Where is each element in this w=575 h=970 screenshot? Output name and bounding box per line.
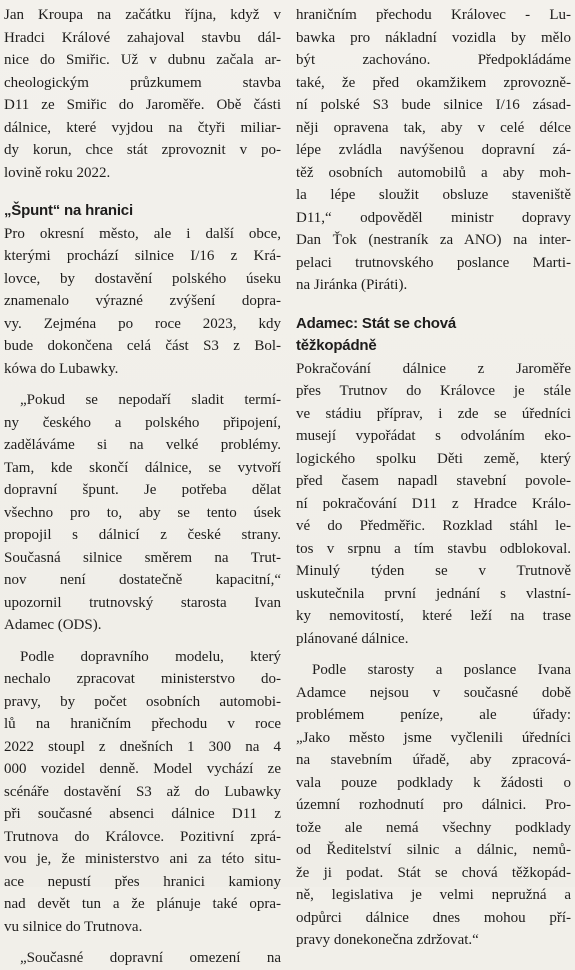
article-text-line: odpůrci dálnice dnes mohou pří- xyxy=(296,909,571,926)
article-text-line: vou je, že ministerstvo ani za této situ- xyxy=(4,851,281,867)
article-text-line: 000 vozidel denně. Model vychází ze xyxy=(4,761,281,777)
article-text-line: ky nemovitostí, které leží na trase xyxy=(296,608,571,624)
article-text-line: pelaci trutnovského poslance Marti- xyxy=(296,254,571,271)
article-text-line: bude dokončena celá část S3 z Bol- xyxy=(4,338,281,354)
article-text-line: Dan Ťok (nestraník za ANO) na inter- xyxy=(296,232,571,248)
article-text-line: těž osobních automobilů a aby moh- xyxy=(296,164,571,181)
article-text-line: Adamec (ODS). xyxy=(4,617,102,633)
article-text-line: Pro okresní město, ale i další obce, xyxy=(4,225,281,242)
article-text-line: cheologickým průzkumem stavba xyxy=(4,74,281,91)
section-heading-line: „Špunt“ na hranici xyxy=(4,202,133,219)
article-column-left xyxy=(4,4,281,970)
article-text-line: před časem napadl stavební povole- xyxy=(296,473,571,489)
article-text-line: „Jako město jsme vyčlenili úředníci xyxy=(296,729,571,746)
article-text-line: propojil s dálnicí z české strany. xyxy=(4,527,281,543)
article-text-line: scénáře dostavění S3 až do Lubawky xyxy=(4,783,281,800)
article-text-line: ace nepustí přes hranici kamiony xyxy=(4,873,281,890)
article-text-line: vu silnice do Trutnova. xyxy=(4,918,143,935)
article-text-line: nov není dostatečně kapacitní,“ xyxy=(4,572,281,588)
article-text-line: „Pokud se nepodaří sladit termí- xyxy=(20,392,281,408)
article-text-line: lépe zvládla navýšenou dopravní zá- xyxy=(296,142,571,158)
article-text-line: lovině roku 2022. xyxy=(4,164,111,181)
article-text-line: 2022 stoupl z dnešních 1 300 na 4 xyxy=(4,738,281,755)
article-text-line: nechalo zpracovat ministerstvo do- xyxy=(4,671,281,687)
article-text-line: problémem peníze, ale úřady: xyxy=(296,707,571,723)
article-text-line: být zachováno. Předpokládáme xyxy=(296,52,571,68)
article-text-line: Adamce nejsou v současné době xyxy=(296,684,571,701)
article-text-line: logického spolku Děti země, který xyxy=(296,450,571,467)
article-text-line: musejí vypořádat s odvoláním eko- xyxy=(296,428,571,444)
article-text-line: upozornil trutnovský starosta Ivan xyxy=(4,594,281,611)
article-text-line: něji opravena tak, aby v celé délce xyxy=(296,119,571,136)
article-text-line: Minulý týden se v Trutnově xyxy=(296,563,571,579)
article-text-line: že ji podat. Stát se chová těžkopád- xyxy=(296,864,571,881)
article-text-line: Podle dopravního modelu, který xyxy=(20,648,281,665)
article-text-line: na stavebním úřadě, aby zpracová- xyxy=(296,752,571,768)
article-text-line: územní rozhodnutí pro dálnici. Pro- xyxy=(296,797,571,813)
article-text-line: pravy donekonečna zdržovat.“ xyxy=(296,932,479,948)
section-heading-line: těžkopádně xyxy=(296,337,377,354)
article-text-line: ně, legislativa je velmi nepružná a xyxy=(296,887,571,903)
article-text-line: tos v srpnu a tím stavbu odblokoval. xyxy=(296,540,571,557)
article-text-line: ny českého a polského připojení, xyxy=(4,414,281,431)
article-column-right xyxy=(296,4,571,952)
article-text-line: Podle starosty a poslance Ivana xyxy=(312,662,571,678)
article-text-line: znamenalo výrazné zvýšení dopra- xyxy=(4,293,281,309)
article-text-line: lovce, by dostavění polského úseku xyxy=(4,270,281,287)
article-text-line: vala pouze podklady k žádosti o xyxy=(296,774,571,791)
article-text-line: nice do Smiřic. Už v dubnu začala ar- xyxy=(4,52,281,68)
article-text-line: ní polské S3 bude silnice I/16 zásad- xyxy=(296,97,571,113)
article-text-line: Trutnova do Královce. Pozitivní zprá- xyxy=(4,828,281,845)
article-text-line: vy. Zejména po roce 2023, kdy xyxy=(4,315,281,332)
article-text-line: všechno pro to, aby se tento úsek xyxy=(4,504,281,521)
article-text-line: „Současné dopravní omezení na xyxy=(20,950,281,966)
article-text-line: Hradci Králové zahajoval stavbu dál- xyxy=(4,29,281,46)
article-text-line: lů na hraničním přechodu v roce xyxy=(4,716,281,732)
article-text-line: dopravní špunt. Je potřeba dělat xyxy=(4,482,281,498)
article-text-line: na Jiránka (Piráti). xyxy=(296,277,408,293)
article-text-line: Současná silnice směrem na Trut- xyxy=(4,549,281,566)
article-text-line: zaděláváme si na velké problémy. xyxy=(4,437,281,453)
article-text-line: hraničním přechodu Královec - Lu- xyxy=(296,7,571,23)
article-text-line: ve stádiu příprav, i zde se úředníci xyxy=(296,405,571,422)
article-text-line: vé do Předměřic. Rozklad stáhl le- xyxy=(296,518,571,534)
article-text-line: bawka pro nákladní vozidla by mělo xyxy=(296,29,571,46)
article-text-line: D11,“ odpověděl ministr dopravy xyxy=(296,209,571,226)
article-text-line: dálnice, které vyjdou na čtyři miliar- xyxy=(4,119,281,136)
article-text-line: pravy, by počet osobních automobi- xyxy=(4,693,281,710)
article-text-line: dy korun, chce stát zprovoznit v po- xyxy=(4,142,281,158)
article-text-line: nad devět tun a že plánuje také opra- xyxy=(4,896,281,912)
article-text-line: také, že před okamžikem zprovozně- xyxy=(296,74,571,91)
article-text-line: přes Trutnov do Královce je stále xyxy=(296,383,571,399)
article-text-line: kterými prochází silnice I/16 z Krá- xyxy=(4,248,281,264)
article-text-line: uskutečnila první jednání s vlastní- xyxy=(296,585,571,602)
article-text-line: Pokračování dálnice z Jaroměře xyxy=(296,360,571,377)
article-text-line: od Ředitelství silnic a dálnic, nemů- xyxy=(296,842,571,858)
article-text-line: ní pokračování D11 z Hradce Králo- xyxy=(296,495,571,512)
article-text-line: plánované dálnice. xyxy=(296,630,409,647)
article-text-line: Tam, kde skončí dálnice, se vytvoří xyxy=(4,459,281,476)
article-text-line: tože ale nemá všechny podklady xyxy=(296,819,571,836)
article-text-line: kówa do Lubawky. xyxy=(4,360,119,377)
article-text-line: při současné absenci dálnice D11 z xyxy=(4,806,281,822)
article-text-line: Jan Kroupa na začátku října, když v xyxy=(4,7,281,23)
section-heading-line: Adamec: Stát se chová xyxy=(296,314,457,332)
article-text-line: la lépe sloužit obsluze staveniště xyxy=(296,187,571,203)
article-text-line: D11 ze Smiřic do Jaroměře. Obě části xyxy=(4,97,281,113)
